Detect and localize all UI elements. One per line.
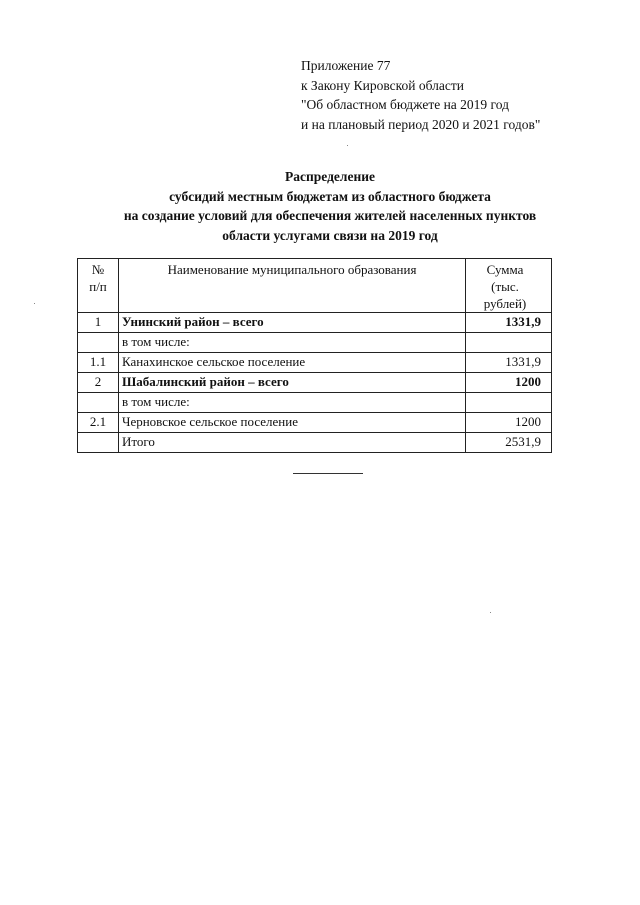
- header-number-line: п/п: [89, 279, 107, 294]
- header-name: Наименование муниципального образования: [119, 259, 466, 313]
- row-name: Черновское сельское поселение: [119, 413, 466, 433]
- header-number: [78, 259, 119, 313]
- row-sum: 1331,9: [466, 353, 552, 373]
- title-line: Распределение: [284, 169, 376, 184]
- table-row: [78, 333, 552, 353]
- row-sum: 1200: [466, 413, 552, 433]
- table-row: [78, 393, 552, 413]
- scan-speck: [34, 303, 35, 304]
- row-number: 1.1: [78, 353, 119, 373]
- row-name: в том числе:: [119, 333, 466, 353]
- header-sum-line: (тыс. рублей): [483, 279, 527, 311]
- title-line: на создание условий для обеспечения жителей населенных пунктов: [123, 208, 537, 223]
- row-name: в том числе:: [119, 393, 466, 413]
- row-name: Шабалинский район – всего: [119, 373, 466, 393]
- table-row: [78, 373, 552, 393]
- row-sum: 1200: [466, 373, 552, 393]
- appendix-line: Приложение 77: [301, 58, 391, 73]
- table-row: [78, 433, 552, 453]
- row-sum: [466, 393, 552, 413]
- header-sum: [466, 259, 552, 313]
- table-row: [78, 413, 552, 433]
- row-name: Канахинское сельское поселение: [119, 353, 466, 373]
- appendix-line: к Закону Кировской области: [301, 77, 465, 93]
- scan-speck: [347, 145, 348, 146]
- appendix-line: и на плановый период 2020 и 2021 годов": [301, 116, 541, 132]
- separator-line: [293, 473, 363, 474]
- scan-speck: [490, 612, 491, 613]
- row-sum: 1331,9: [466, 313, 552, 333]
- row-number: 1: [78, 313, 119, 333]
- document-title: [60, 167, 600, 245]
- table-row: [78, 313, 552, 333]
- title-line: области услугами связи на 2019 год: [222, 227, 438, 243]
- row-name: Унинский район – всего: [119, 313, 466, 333]
- row-name: Итого: [119, 433, 466, 453]
- row-number: [78, 333, 119, 353]
- appendix-block: [301, 56, 540, 134]
- appendix-line: "Об областном бюджете на 2019 год: [301, 97, 509, 112]
- row-number: 2.1: [78, 413, 119, 433]
- header-number-line: №: [91, 262, 105, 277]
- row-number: [78, 433, 119, 453]
- title-line: субсидий местным бюджетам из областного бюджета: [169, 188, 491, 204]
- row-sum: 2531,9: [466, 433, 552, 453]
- row-sum: [466, 333, 552, 353]
- distribution-table: [77, 258, 552, 453]
- row-number: 2: [78, 373, 119, 393]
- row-number: [78, 393, 119, 413]
- table-header-row: [78, 259, 552, 313]
- table-row: [78, 353, 552, 373]
- header-sum-line: Сумма: [486, 262, 524, 277]
